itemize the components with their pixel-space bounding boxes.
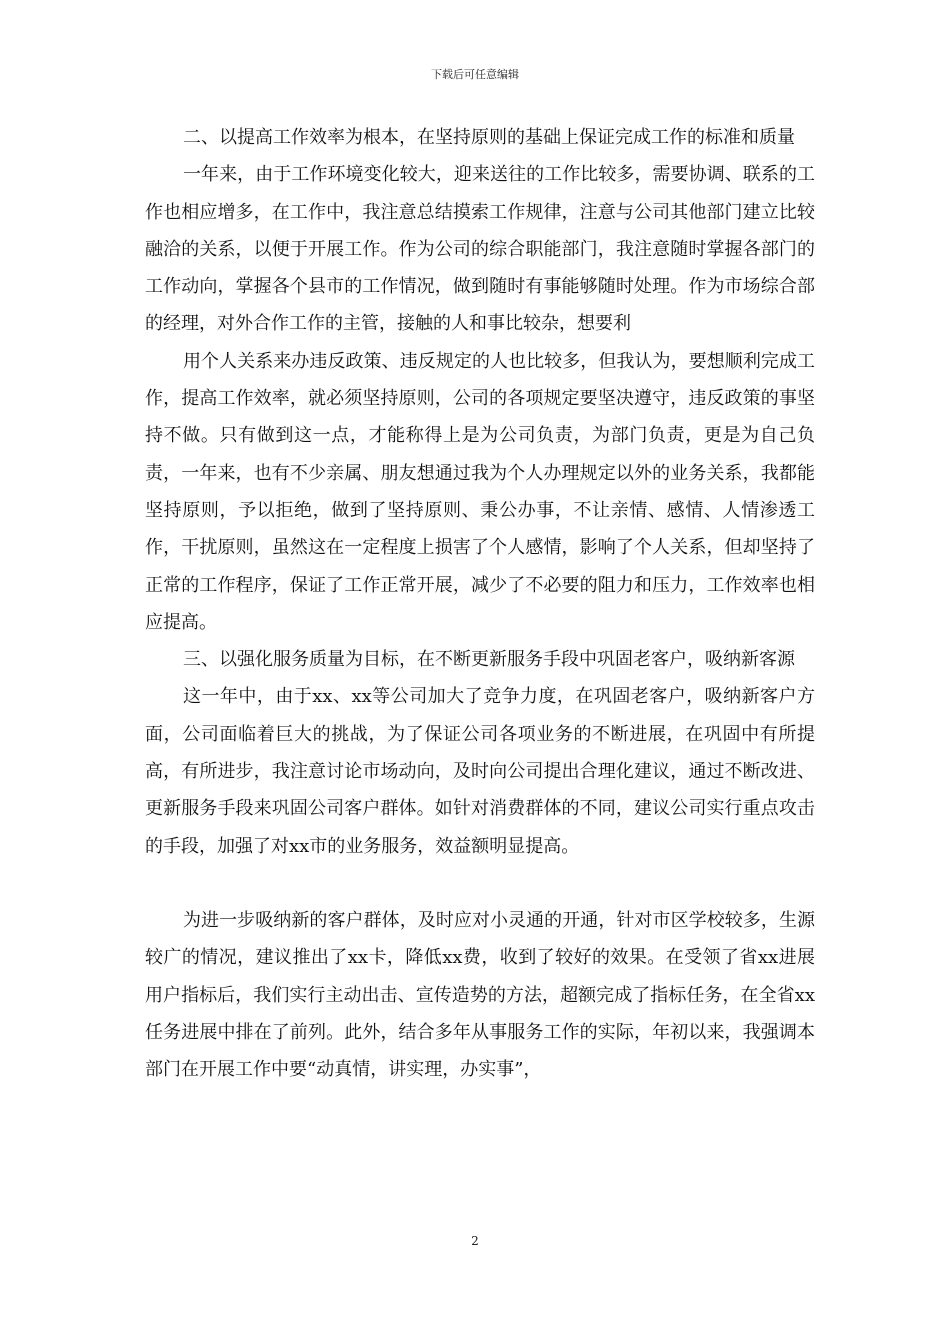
body-paragraph: 用个人关系来办违反政策、违反规定的人也比较多，但我认为，要想顺利完成工作，提高工作效率，就必须坚持原则，公司的各项规定要坚决遵守，违反政策的事坚持不做。只有做到这一点，才能称得上是为公司负责，为部门负责，更是为自己负责，一年来，也有不少亲属、朋友想通过我为个人办理规定以外的业务关系，我都能坚持原则，予以拒绝，做到了坚持原则、秉公办事，不让亲情、感情、人情渗透工作，干扰原则，虽然这在一定程度上损害了个人感情，影响了个人关系，但却坚持了正常的工作程序，保证了工作正常开展，减少了不必要的阻力和压力，工作效率也相应提高。 [145, 350, 815, 633]
page-header: 下载后可任意编辑 [431, 68, 519, 81]
section-heading-3: 三、以强化服务质量为目标，在不断更新服务手段中巩固老客户，吸纳新客源 [183, 649, 795, 671]
body-paragraph: 这一年中，由于xx、xx等公司加大了竞争力度，在巩固老客户，吸纳新客户方面，公司面临着巨大的挑战，为了保证公司各项业务的不断进展，在巩固中有所提高，有所进步，我注意讨论市场动向，及时向公司提出合理化建议，通过不断改进、更新服务手段来巩固公司客户群体。如针对消费群体的不同，建议公司实行重点攻击的手段，加强了对xx市的业务服务，效益额明显提高。 [145, 686, 815, 857]
page-number: 2 [471, 1234, 479, 1248]
document-body [145, 119, 815, 1088]
section-heading-2: 二、以提高工作效率为根本，在坚持原则的基础上保证完成工作的标准和质量 [183, 127, 795, 148]
body-paragraph: 一年来，由于工作环境变化较大，迎来送往的工作比较多，需要协调、联系的工作也相应增多，在工作中，我注意总结摸索工作规律，注意与公司其他部门建立比较融洽的关系，以便于开展工作。作为公司的综合职能部门，我注意随时掌握各部门的工作动向，掌握各个县市的工作情况，做到随时有事能够随时处理。作为市场综合部的经理，对外合作工作的主管，接触的人和事比较杂，想要利 [145, 164, 815, 335]
body-paragraph: 为进一步吸纳新的客户群体，及时应对小灵通的开通，针对市区学校较多，生源较广的情况，建议推出了xx卡，降低xx费，收到了较好的效果。在受领了省xx进展用户指标后，我们实行主动出击、宣传造势的方法，超额完成了指标任务，在全省xx任务进展中排在了前列。此外，结合多年从事服务工作的实际，年初以来，我强调本部门在开展工作中要“动真情，讲实理，办实事”， [145, 909, 815, 1081]
